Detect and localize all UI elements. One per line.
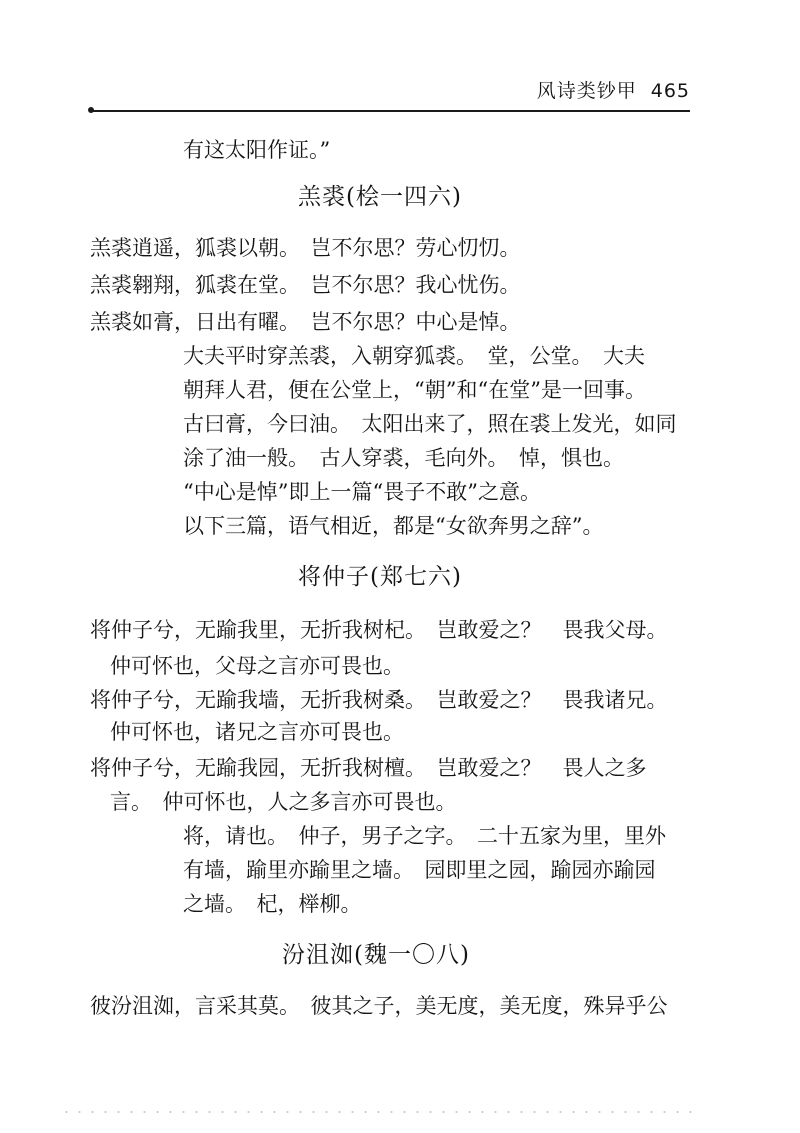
- commentary-line: 将，请也。 仲子，男子之字。 二十五家为里，里外: [183, 824, 666, 848]
- running-header: [90, 72, 690, 112]
- commentary-line: “中心是悼”即上一篇“畏子不敢”之意。: [183, 480, 541, 504]
- poem-line: 将仲子兮，无踰我园，无折我树檀。 岂敢爱之？ 畏人之多: [90, 756, 647, 780]
- header-text: [537, 76, 690, 103]
- commentary-line: 大夫平时穿羔裘，入朝穿狐裘。 堂，公堂。 大夫: [183, 344, 645, 368]
- section-title: 羔裘(桧一四六): [298, 184, 462, 210]
- header-rule: [90, 110, 690, 112]
- section-title: 将仲子(郑七六): [298, 564, 462, 590]
- section-title: 汾沮洳(魏一〇八): [282, 942, 470, 968]
- poem-line: 仲可怀也，父母之言亦可畏也。: [110, 654, 404, 678]
- poem-line: 羔裘如膏，日出有曜。 岂不尔思？中心是悼。: [90, 310, 521, 334]
- poem-line: 仲可怀也，诸兄之言亦可畏也。: [110, 720, 404, 744]
- poem-line: 羔裘翱翔，狐裘在堂。 岂不尔思？我心忧伤。: [90, 273, 521, 297]
- commentary-line: 之墙。 杞，榉柳。: [183, 892, 362, 916]
- header-rule-mark: [88, 107, 94, 113]
- poem-line: 彼汾沮洳，言采其莫。 彼其之子，美无度，美无度，殊异乎公: [90, 994, 668, 1018]
- commentary-line: 以下三篇，语气相近，都是“女欲奔男之辞”。: [183, 514, 604, 538]
- poem-line: 将仲子兮，无踰我里，无折我树杞。 岂敢爱之？ 畏我父母。: [90, 618, 668, 642]
- commentary-line: 有墙，踰里亦踰里之墙。 园即里之园，踰园亦踰园: [183, 858, 656, 882]
- book-title: 风诗类钞甲: [536, 80, 637, 102]
- page-number: 465: [650, 80, 690, 102]
- commentary-line: 古曰膏，今曰油。 太阳出来了，照在裘上发光，如同: [183, 412, 677, 436]
- commentary-line: 涂了油一般。 古人穿裘，毛向外。 悼，惧也。: [183, 446, 624, 470]
- commentary-line: 朝拜人君，便在公堂上，“朝”和“在堂”是一回事。: [183, 378, 646, 402]
- poem-line: 言。 仲可怀也，人之多言亦可畏也。: [110, 790, 457, 814]
- prose-line: 有这太阳作证。”: [183, 138, 331, 162]
- poem-line: 将仲子兮，无踰我墙，无折我树桑。 岂敢爱之？ 畏我诸兄。: [90, 688, 668, 712]
- poem-line: 羔裘逍遥，狐裘以朝。 岂不尔思？劳心忉忉。: [90, 236, 521, 260]
- scan-noise: [60, 1108, 700, 1116]
